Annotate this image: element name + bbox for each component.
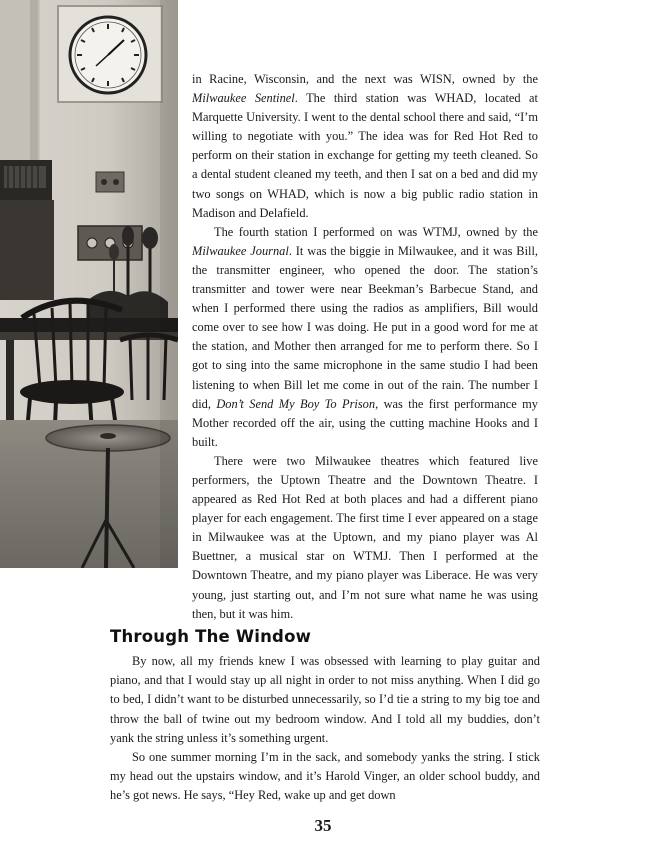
radio-studio-photo xyxy=(0,0,178,568)
paragraph: in Racine, Wisconsin, and the next was WISN, owned by the Milwaukee Sentinel. The third station was WHAD, located at Marquette University. I went to the dental school there and said, “I’m willing to negotiate with you.” The idea was for Red Hot Red to perform on their station in exchange for getting my teeth cleaned. So a dental student cleaned my teeth, and then I sat on a bed and did my two songs on WHAD, which is now a big public radio station in Madison and Delafield. xyxy=(192,72,538,220)
paragraph: The fourth station I performed on was WTMJ, owned by the Milwaukee Journal. It was the biggie in Milwaukee, and it was Bill, the transmitter engineer, who opened the door. The station’s transmitter and tower were near Beekman’s Barbecue Stand, and when I performed there using the radios as amplifiers, Bill would come over to see how I was doing. He put in a good word for me at the station, and Mother then arranged for me to perform there. So I got to sing into the same microphone in the same studio I had been listening to when Bill let me come in out of the rain. The number I did, Don’t Send My Boy To Prison, was the first performance my Mother recorded off the air, using the cutting machine Hooks and I built. xyxy=(192,224,539,449)
italic-title: Don’t Send My Boy To Prison xyxy=(216,396,376,411)
italic-title: Milwaukee Sentinel xyxy=(192,91,295,106)
section-heading: Through The Window xyxy=(110,627,312,646)
section-body xyxy=(110,652,540,806)
paragraph: So one summer morning I’m in the sack, and somebody yanks the string. I stick my head out the upstairs window, and it’s Harold Vinger, an older school buddy, and he’s got news. He says, “Hey Red, wake up and get down xyxy=(110,750,540,803)
page-number: 35 xyxy=(314,816,332,835)
paragraph: There were two Milwaukee theatres which featured live performers, the Uptown Theatre and the Downtown Theatre. I appeared as Red Hot Red at both places and had a different piano player for each engagement. The first time I ever appeared on a stage in Milwaukee was at the Uptown, and my piano player was Al Buettner, a musical star on WTMJ. Then I performed at the Downtown Theatre, and my piano player was Liberace. He was very young, just starting out, and I’m not sure what name he was using then, but it was him. xyxy=(192,453,538,621)
paragraph: By now, all my friends knew I was obsessed with learning to play guitar and piano, and that I would stay up all night in order to not miss anything. When I did go to bed, I didn’t want to be disturbed unnecessarily, so I’d tie a string to my big toe and throw the ball of twine out my bedroom window. And I told all my buddies, don’t yank the string unless it’s something urgent. xyxy=(110,654,540,745)
text-column xyxy=(192,70,538,624)
italic-title: Milwaukee Journal xyxy=(192,243,289,258)
